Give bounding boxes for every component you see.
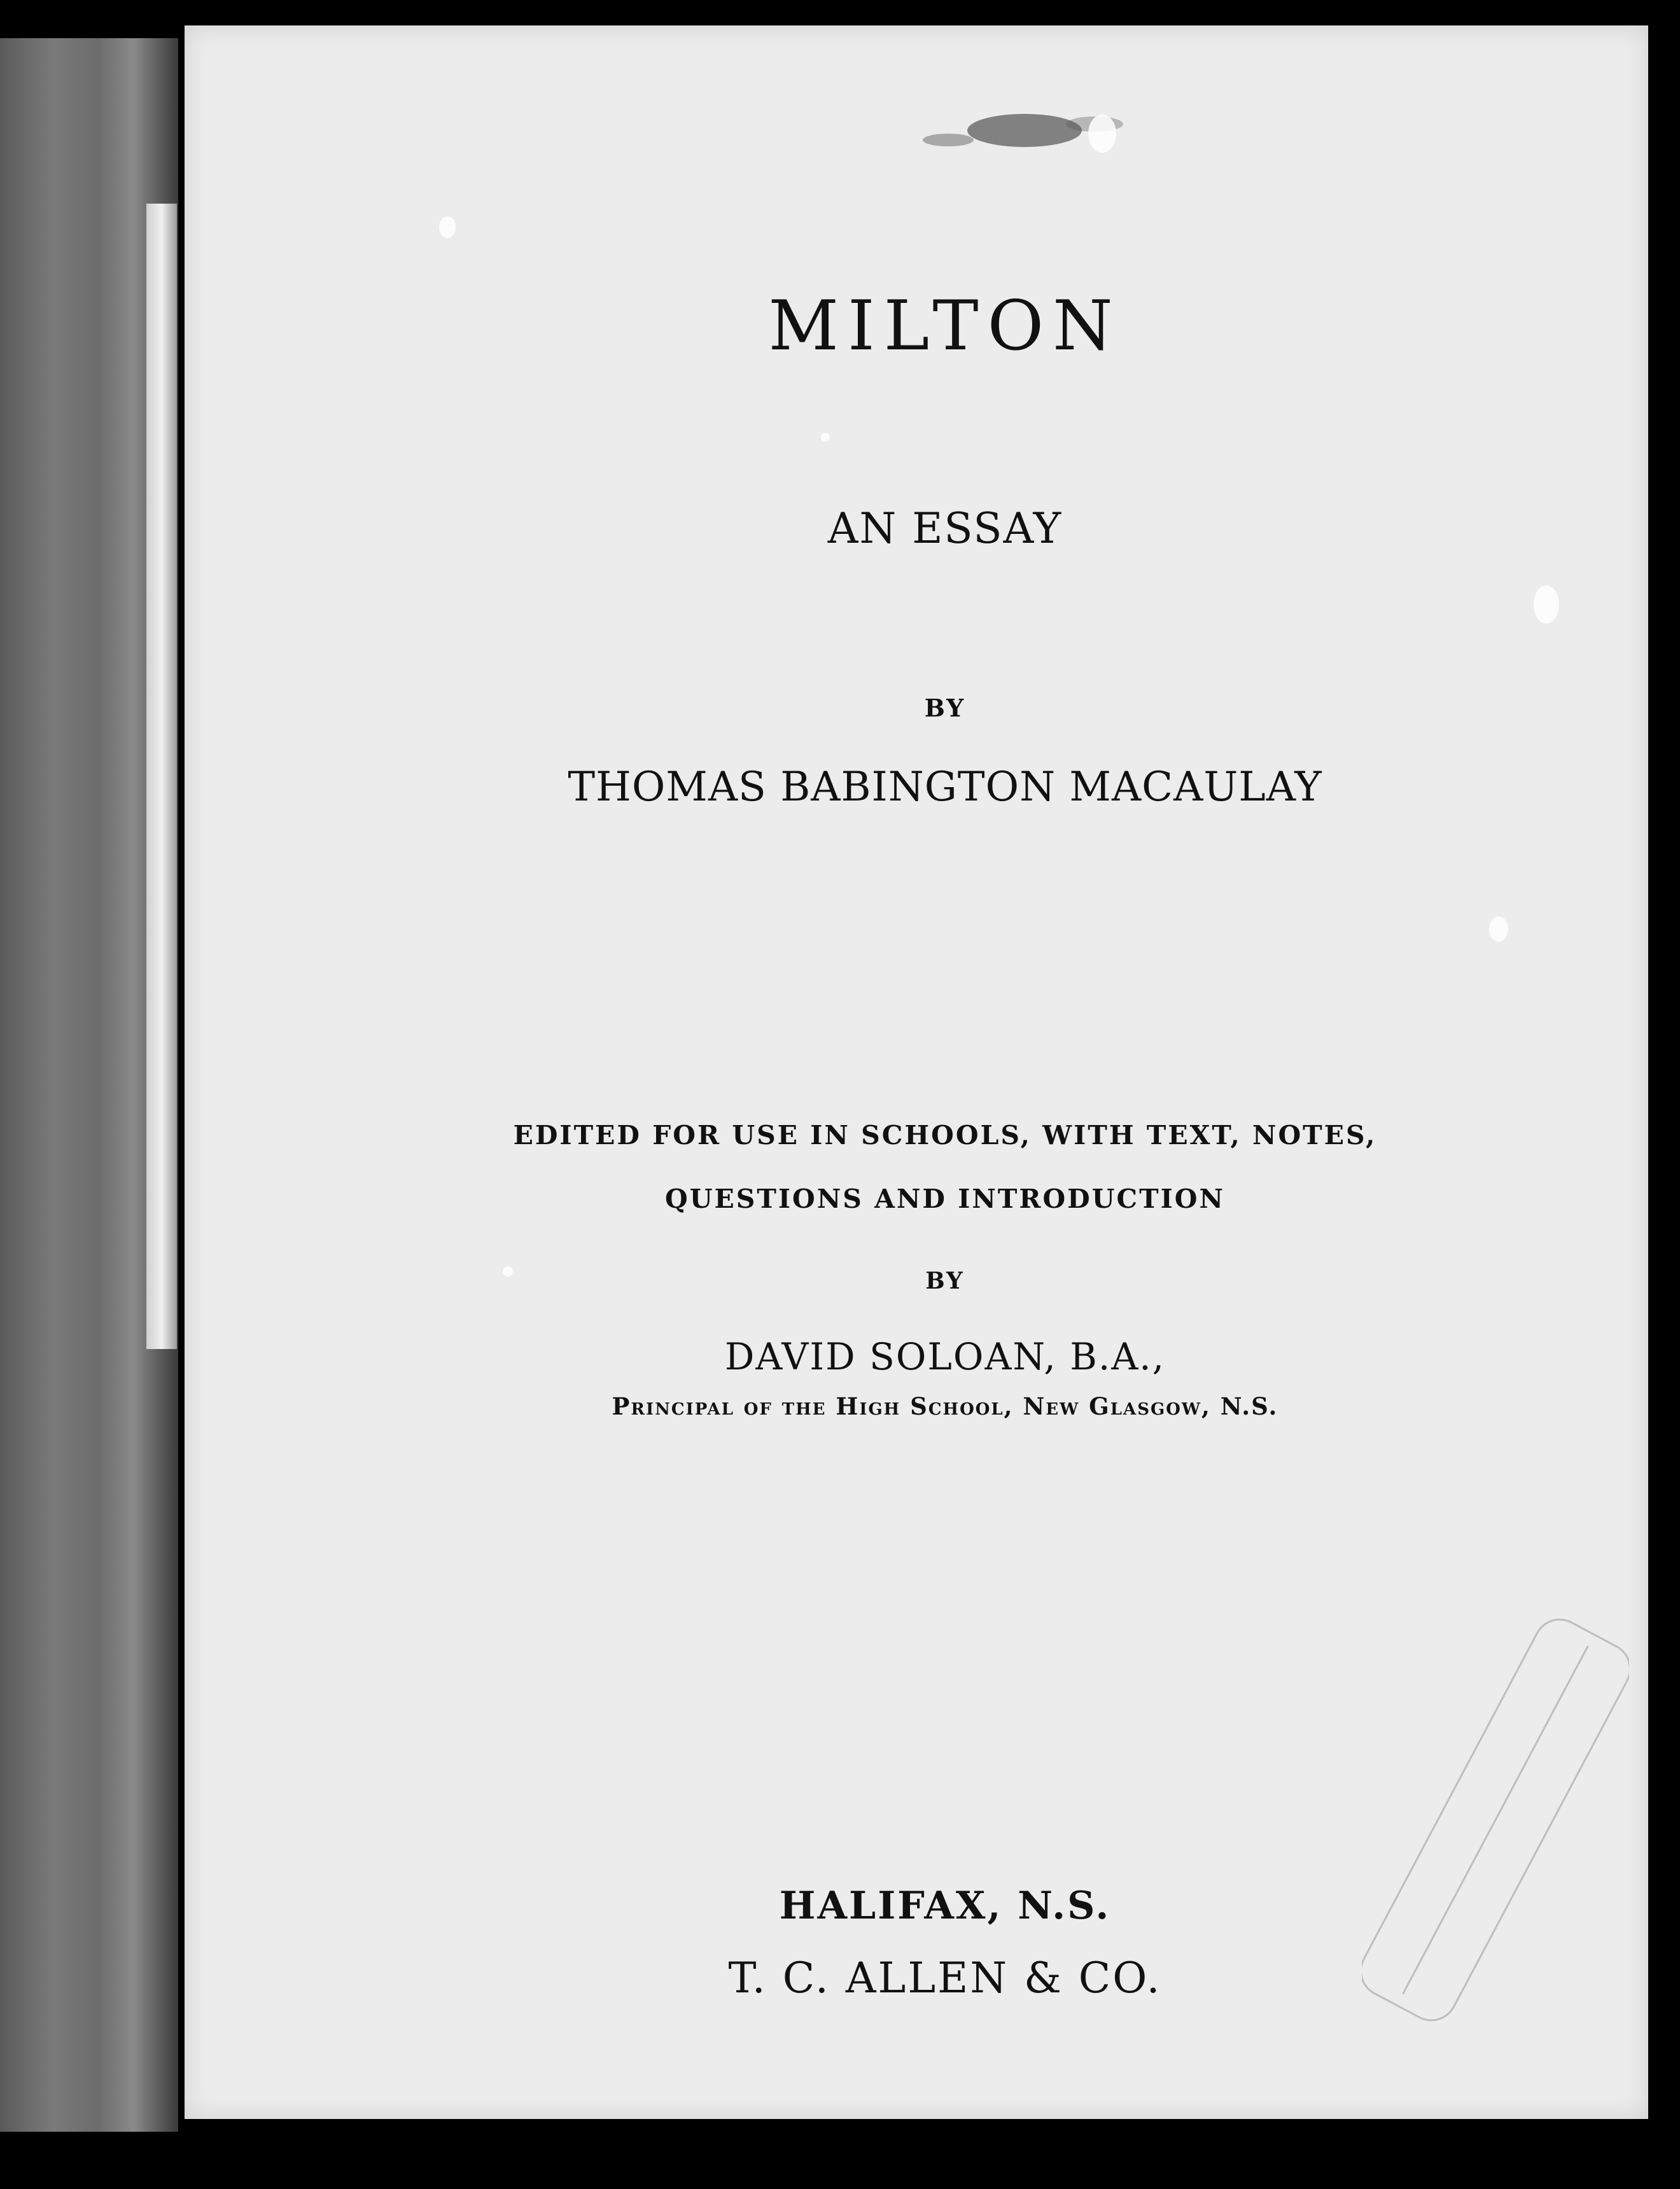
- editor-by-label: BY: [925, 1268, 965, 1294]
- publication-place: HALIFAX, N.S.: [779, 1884, 1111, 1928]
- spine-tear: [146, 204, 177, 1349]
- editor-role: Principal of the High School, New Glasgow, N.S.: [612, 1392, 1278, 1420]
- book-title: MILTON: [768, 286, 1122, 366]
- paper-speck: [821, 433, 830, 442]
- editor-name: DAVID SOLOAN, B.A.,: [724, 1335, 1166, 1378]
- paper-speck: [1088, 115, 1116, 153]
- by-label: BY: [924, 694, 966, 722]
- book-subtitle: AN ESSAY: [827, 504, 1063, 553]
- publisher-name: T. C. ALLEN & CO.: [728, 1954, 1162, 2003]
- paper-speck: [1534, 585, 1559, 624]
- title-page: [185, 25, 1648, 2119]
- author-name: THOMAS BABINGTON MACAULAY: [568, 764, 1322, 811]
- paper-speck: [1489, 916, 1508, 942]
- paper-speck: [503, 1266, 513, 1276]
- edition-note-line-1: EDITED FOR USE IN SCHOOLS, WITH TEXT, NOTES,: [513, 1120, 1377, 1150]
- edition-note-line-2: QUESTIONS AND INTRODUCTION: [665, 1184, 1225, 1214]
- paper-speck: [439, 216, 456, 238]
